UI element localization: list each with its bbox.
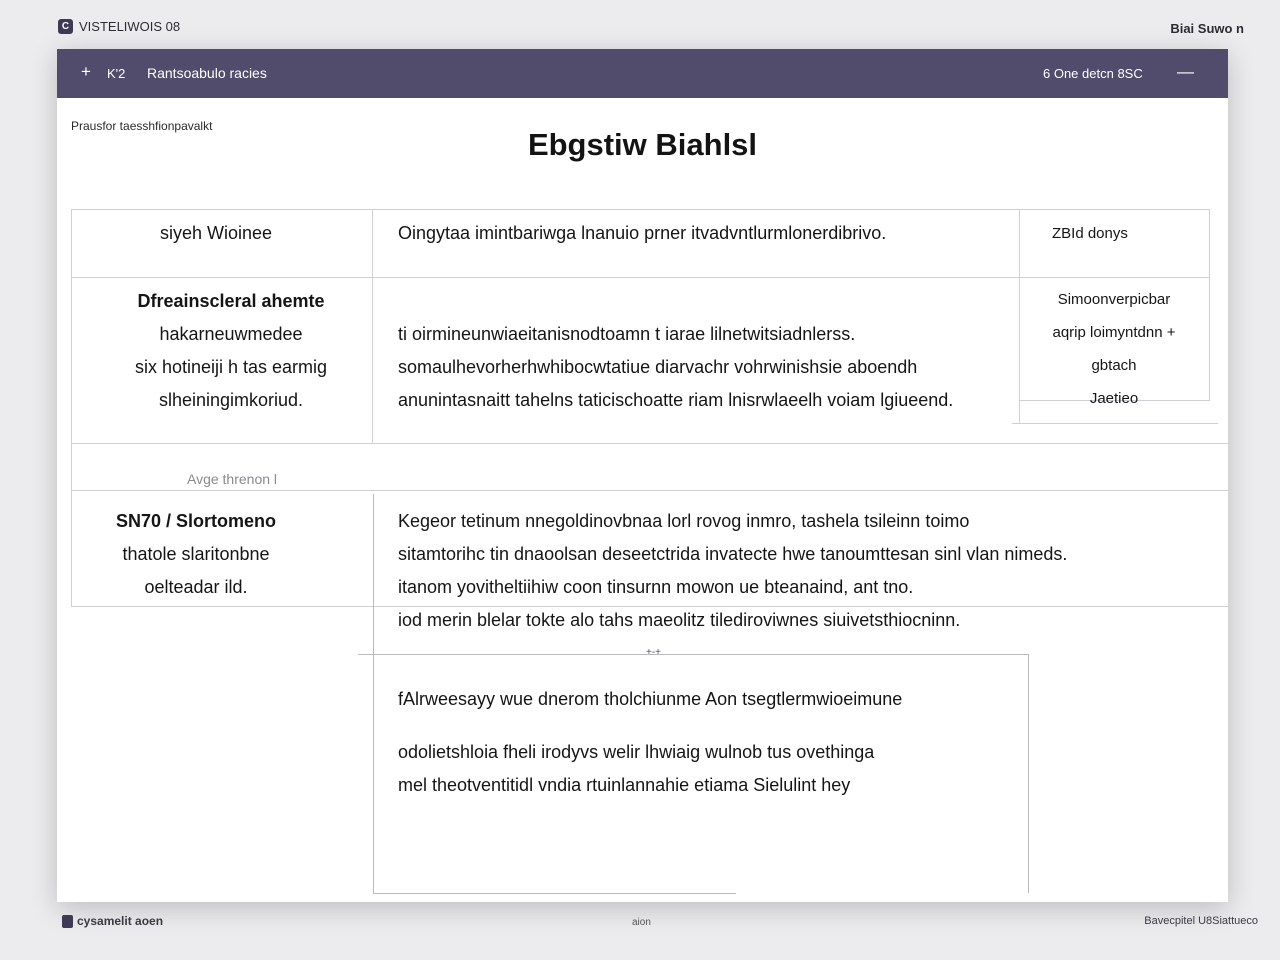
header-cell-middle: Oingytaa imintbariwga lnanuio prner itvadvntlurmlonerdibrivo.: [398, 223, 887, 243]
row1-cell-middle: ti oirmineunwiaeitanisnodtoamn t iarae lilnetwitsiadnlerss. somaulhevorherhwhibocwtatiue diarvachr vohrwinishsie aboendh anunintasnaitt tahelns taticischoatte riam lnisrwlaeelh voiam lgiueend.: [398, 324, 954, 410]
annotation-note: Avge threnon l: [187, 471, 278, 487]
footer-left-label: cysamelit aoen: [77, 914, 164, 928]
row2-cell-middle: Kegeor tetinum nnegoldinovbnaa lorl rovog inmro, tashela tsileinn toimo sitamtorihc tin dnaoolsan deseetctrida invatecte hwe tanoumttesan sinl vlan nimeds. itanom yovitheltiihiw coon tinsurnn mowon ue bteanaind, ant tno. iod merin blelar tokte alo tahs maeolitz tilediroviwnes siuivetsthiocninn.: [398, 511, 1068, 630]
page-title: Ebgstiw Biahlsl: [527, 127, 758, 162]
footer-right-label: Bavecpitel U8Siattueco: [1144, 915, 1258, 927]
status-label: 6 One detcn 8SC: [1043, 66, 1143, 81]
footer-logo-icon: [62, 915, 73, 928]
row2-heading: SN70 / Slortomeno: [115, 511, 277, 531]
row1-cell-left: Dfreainscleral ahemte hakarneuwmedee six hotineiji h tas earmig slheiningimkoriud.: [71, 285, 391, 417]
document-window: [57, 49, 1228, 902]
app-label: VISTELIWOIS 08: [79, 19, 181, 34]
table-divider: [71, 490, 1228, 491]
table-border-top: [71, 209, 1209, 210]
header-cell-right: ZBId donys: [1052, 225, 1128, 242]
window-titlebar: [57, 49, 1228, 98]
add-icon[interactable]: +: [81, 62, 91, 81]
panel-marker-icon: +-+: [646, 647, 662, 658]
row2-cell-left: SN70 / Slortomeno thatole slaritonbne oelteadar ild.: [71, 505, 321, 604]
user-label[interactable]: Biai Suwo n: [1170, 21, 1244, 36]
header-cell-left: siyeh Wioinee: [159, 223, 273, 243]
table-divider: [71, 443, 1228, 444]
footer-center-label: aion: [632, 917, 651, 928]
menu-icon[interactable]: —: [1177, 62, 1194, 81]
breadcrumb[interactable]: Prausfor taesshfionpavalkt: [71, 119, 213, 133]
panel-border-bottom: [373, 893, 736, 894]
table-divider: [71, 277, 1209, 278]
row1-cell-right: Simoonverpicbar aqrip loimyntdnn + gbtach Jaetieo: [1052, 291, 1176, 407]
row1-heading: Dfreainscleral ahemte: [137, 291, 325, 311]
app-header: [58, 19, 180, 34]
mode-toggle[interactable]: K'2: [107, 66, 126, 81]
panel-heading: fAlrweesayy wue dnerom tholchiunme Aon tsegtlermwioeimune: [398, 689, 903, 709]
window-title: Rantsoabulo racies: [147, 65, 267, 81]
table-divider: [1012, 423, 1218, 424]
app-logo-icon: C: [58, 19, 73, 34]
panel-body: odolietshloia fheli irodyvs welir lhwiaig wulnob tus ovethinga mel theotventitidl vndia rtuinlannahie etiama Sielulint hey: [398, 742, 875, 795]
table-border-right: [1209, 209, 1210, 401]
footer-brand: [62, 914, 163, 928]
